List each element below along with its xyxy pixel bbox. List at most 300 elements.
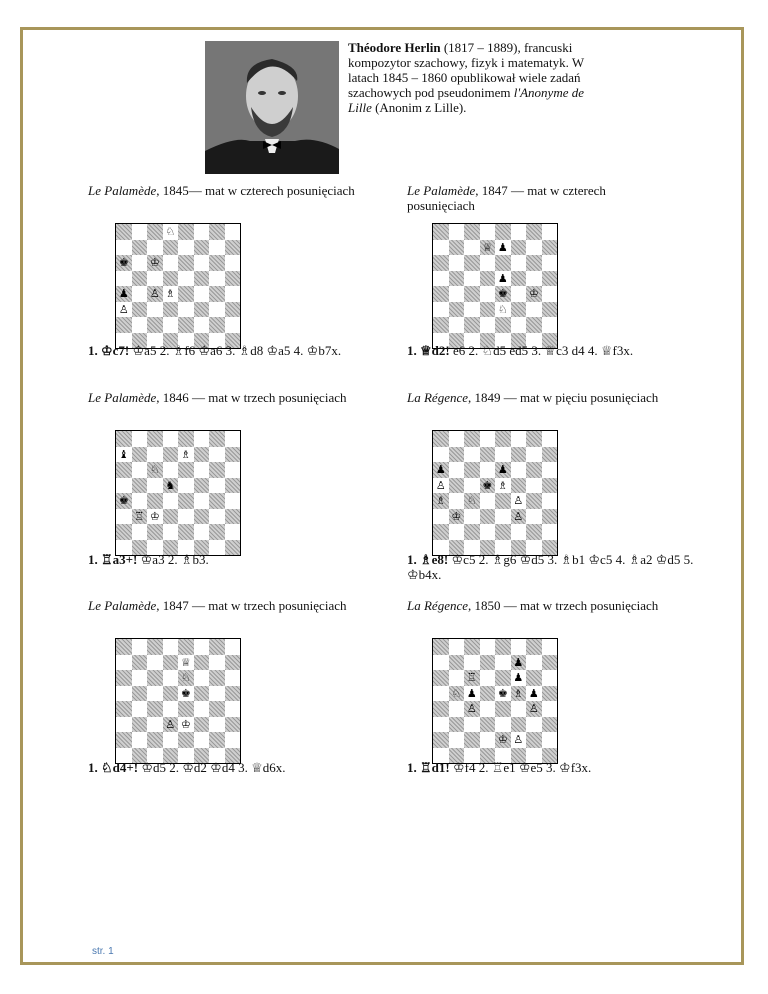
board-square-b8: [449, 639, 465, 655]
board-square-b7: [449, 240, 465, 256]
board-square-b2: [132, 732, 148, 748]
key-move: 1. ♕d2!: [407, 343, 450, 358]
chess-piece-e7: ♗: [180, 447, 191, 461]
board-square-c4: [147, 286, 163, 302]
board-square-b3: [449, 302, 465, 318]
board-square-e2: [495, 732, 511, 748]
board-square-g8: [209, 639, 225, 655]
board-square-c4: [147, 701, 163, 717]
board-square-f6: [194, 462, 210, 478]
board-square-a6: [433, 670, 449, 686]
board-square-b8: [449, 431, 465, 447]
problem-caption: [88, 598, 358, 613]
board-square-b8: [132, 224, 148, 240]
board-square-b4: [132, 493, 148, 509]
board-square-h7: [225, 655, 241, 671]
board-square-c4: [464, 286, 480, 302]
board-square-b5: [132, 271, 148, 287]
board-square-h3: [225, 302, 241, 318]
board-square-a5: [116, 271, 132, 287]
board-square-g6: [209, 462, 225, 478]
chess-piece-c3: ♔: [149, 509, 160, 523]
board-square-e5: [495, 686, 511, 702]
chess-piece-a4: ♚: [118, 494, 129, 508]
board-square-c6: [464, 462, 480, 478]
bio-text-1: (1817 – 1889), francuski kompozytor szachowy, fizyk i matematyk. W latach 1845 – 1860 opublikował wiele zadań szachowych pod pseudonimem: [348, 40, 584, 100]
problem-solution: [407, 760, 707, 775]
board-square-h6: [542, 670, 558, 686]
board-square-b8: [132, 639, 148, 655]
board-square-a2: [116, 732, 132, 748]
board-square-c3: [147, 717, 163, 733]
board-square-d2: [163, 524, 179, 540]
chess-piece-a3: ♙: [118, 302, 129, 316]
key-move: 1. ♗e8!: [407, 552, 449, 567]
board-square-e3: [178, 509, 194, 525]
chess-piece-c5: ♟: [466, 686, 477, 700]
board-square-d8: [163, 224, 179, 240]
board-square-g6: [209, 255, 225, 271]
chess-piece-f2: ♙: [513, 733, 524, 747]
chess-piece-b3: ♖: [134, 509, 145, 523]
solution-moves: ♔a5 2. ♗f6 ♔a6 3. ♗d8 ♔a5 4. ♔b7x.: [129, 343, 342, 358]
solution-moves: ♔f4 2. ♖e1 ♔e5 3. ♔f3x.: [449, 760, 592, 775]
board-square-d7: [480, 240, 496, 256]
chess-piece-c4: ♘: [466, 494, 477, 508]
board-square-f3: [194, 302, 210, 318]
board-square-g8: [526, 224, 542, 240]
board-square-a8: [433, 224, 449, 240]
board-square-b3: [449, 717, 465, 733]
board-square-d4: [480, 701, 496, 717]
board-square-h2: [542, 317, 558, 333]
problem-caption-text: , 1846 — mat w trzech posunięciach: [156, 390, 347, 405]
chess-piece-d5: ♞: [165, 478, 176, 492]
board-square-f2: [194, 317, 210, 333]
board-square-a6: [433, 255, 449, 271]
board-square-f3: [511, 302, 527, 318]
portrait-photo: [205, 41, 339, 174]
board-square-g6: [526, 255, 542, 271]
board-square-b6: [132, 255, 148, 271]
chess-board: [432, 223, 558, 349]
chess-piece-g5: ♟: [528, 686, 539, 700]
problem-caption-text: , 1850 — mat w trzech posunięciach: [468, 598, 659, 613]
board-square-f2: [511, 317, 527, 333]
board-square-e6: [495, 670, 511, 686]
board-square-h8: [542, 224, 558, 240]
board-square-g8: [209, 431, 225, 447]
chess-piece-f3: ♙: [513, 509, 524, 523]
board-square-d8: [163, 639, 179, 655]
board-square-f7: [511, 447, 527, 463]
board-square-g5: [526, 478, 542, 494]
board-square-g7: [209, 240, 225, 256]
board-square-c6: [147, 670, 163, 686]
board-square-f3: [194, 509, 210, 525]
board-square-b7: [449, 447, 465, 463]
board-square-f8: [194, 431, 210, 447]
board-square-d8: [163, 431, 179, 447]
board-square-g6: [526, 462, 542, 478]
board-square-h4: [225, 493, 241, 509]
board-square-a8: [116, 224, 132, 240]
problem-caption-text: , 1845— mat w czterech posunięciach: [156, 183, 355, 198]
board-square-a7: [116, 447, 132, 463]
board-square-a5: [433, 686, 449, 702]
chess-piece-e5: ♚: [180, 686, 191, 700]
board-square-b5: [132, 478, 148, 494]
board-square-e4: [495, 701, 511, 717]
board-square-a8: [116, 639, 132, 655]
board-square-h2: [542, 732, 558, 748]
board-square-f5: [511, 271, 527, 287]
board-square-b5: [132, 686, 148, 702]
board-square-e6: [495, 255, 511, 271]
board-square-c5: [147, 271, 163, 287]
board-square-f4: [511, 701, 527, 717]
board-square-f3: [194, 717, 210, 733]
board-square-d7: [163, 240, 179, 256]
board-square-a6: [116, 670, 132, 686]
board-square-g3: [526, 717, 542, 733]
board-square-c3: [464, 509, 480, 525]
board-square-c6: [147, 255, 163, 271]
problem-caption: [407, 183, 677, 213]
board-square-c8: [464, 224, 480, 240]
board-square-h4: [542, 701, 558, 717]
board-square-c4: [464, 493, 480, 509]
board-square-g3: [209, 302, 225, 318]
board-square-a7: [116, 240, 132, 256]
board-square-d4: [480, 493, 496, 509]
chess-board: [115, 430, 241, 556]
chess-piece-d8: ♘: [165, 225, 176, 239]
board-square-d2: [163, 317, 179, 333]
board-square-h6: [225, 462, 241, 478]
board-square-a4: [116, 701, 132, 717]
board-square-g2: [526, 732, 542, 748]
board-square-h5: [542, 686, 558, 702]
board-square-g4: [526, 701, 542, 717]
board-square-c7: [464, 655, 480, 671]
board-square-f6: [194, 255, 210, 271]
board-square-h5: [542, 478, 558, 494]
board-square-b3: [132, 509, 148, 525]
board-square-d7: [163, 447, 179, 463]
chess-piece-e3: ♘: [497, 302, 508, 316]
board-square-b4: [449, 493, 465, 509]
chess-piece-d5: ♚: [482, 478, 493, 492]
board-square-b5: [449, 686, 465, 702]
board-square-g5: [209, 271, 225, 287]
board-square-a3: [433, 302, 449, 318]
board-square-f3: [511, 717, 527, 733]
board-square-c4: [464, 701, 480, 717]
page-number: str. 1: [92, 946, 114, 957]
problem-caption: [407, 390, 677, 405]
board-square-f2: [194, 524, 210, 540]
board-square-d4: [163, 493, 179, 509]
board-square-a4: [116, 286, 132, 302]
board-square-b6: [449, 670, 465, 686]
board-square-f4: [511, 493, 527, 509]
chess-piece-d3: ♙: [165, 717, 176, 731]
board-square-f5: [511, 478, 527, 494]
board-square-f3: [511, 509, 527, 525]
board-square-c2: [147, 524, 163, 540]
problem-caption-text: , 1847 — mat w trzech posunięciach: [156, 598, 347, 613]
board-square-a5: [116, 478, 132, 494]
board-square-c2: [147, 317, 163, 333]
chess-piece-e6: ♘: [180, 671, 191, 685]
board-square-b4: [132, 701, 148, 717]
board-square-d3: [163, 509, 179, 525]
board-square-d4: [163, 701, 179, 717]
board-square-c3: [464, 717, 480, 733]
key-move: 1. ♔c7!: [88, 343, 130, 358]
board-square-h4: [225, 701, 241, 717]
board-square-a5: [433, 478, 449, 494]
board-square-d3: [480, 509, 496, 525]
board-square-a7: [116, 655, 132, 671]
board-square-d6: [480, 462, 496, 478]
chess-piece-c6: ♖: [466, 671, 477, 685]
chess-piece-e5: ♗: [497, 478, 508, 492]
board-square-f8: [511, 639, 527, 655]
problem-solution: [407, 552, 707, 582]
board-square-d4: [480, 286, 496, 302]
board-square-e8: [178, 639, 194, 655]
board-square-f7: [194, 240, 210, 256]
board-square-d3: [163, 717, 179, 733]
board-square-g6: [526, 670, 542, 686]
board-square-e5: [495, 271, 511, 287]
board-square-c5: [464, 478, 480, 494]
board-square-f2: [511, 524, 527, 540]
board-square-b5: [449, 478, 465, 494]
problem-solution: [88, 552, 388, 567]
board-square-f4: [511, 286, 527, 302]
chess-piece-b5: ♘: [451, 686, 462, 700]
chess-piece-a4: ♗: [435, 494, 446, 508]
chess-piece-b3: ♔: [451, 509, 462, 523]
board-square-c3: [464, 302, 480, 318]
board-square-g3: [209, 509, 225, 525]
board-square-c5: [464, 686, 480, 702]
board-square-g4: [526, 286, 542, 302]
board-square-h7: [225, 447, 241, 463]
board-square-h3: [225, 509, 241, 525]
key-move: 1. ♘d4+!: [88, 760, 139, 775]
bio-pseudonym: l'Anonyme de Lille: [348, 85, 584, 115]
board-square-c7: [147, 447, 163, 463]
board-square-c2: [147, 732, 163, 748]
chess-piece-e3: ♔: [180, 717, 191, 731]
chess-piece-c6: ♔: [149, 256, 160, 270]
board-square-d6: [480, 255, 496, 271]
board-square-b2: [449, 732, 465, 748]
board-square-g5: [209, 478, 225, 494]
board-square-e4: [178, 286, 194, 302]
board-square-b4: [132, 286, 148, 302]
chess-piece-e6: ♟: [497, 463, 508, 477]
board-square-h8: [225, 224, 241, 240]
board-square-f7: [194, 447, 210, 463]
board-square-c2: [464, 524, 480, 540]
key-move: 1. ♖d1!: [407, 760, 450, 775]
board-square-a7: [433, 655, 449, 671]
problem-source: La Régence: [407, 390, 469, 405]
board-square-b7: [132, 447, 148, 463]
board-square-g5: [526, 686, 542, 702]
board-square-c8: [464, 639, 480, 655]
board-square-e2: [495, 524, 511, 540]
chess-piece-e7: ♕: [180, 655, 191, 669]
chess-piece-c6: ♘: [149, 463, 160, 477]
board-square-a7: [433, 240, 449, 256]
board-square-e5: [178, 271, 194, 287]
board-square-e5: [178, 478, 194, 494]
board-square-d6: [163, 670, 179, 686]
board-square-a6: [116, 462, 132, 478]
board-square-g3: [209, 717, 225, 733]
board-square-a5: [116, 686, 132, 702]
key-move: 1. ♖a3+!: [88, 552, 138, 567]
board-square-a3: [433, 717, 449, 733]
board-square-g8: [526, 639, 542, 655]
board-square-h6: [225, 255, 241, 271]
board-square-a6: [116, 255, 132, 271]
board-square-e2: [178, 524, 194, 540]
board-square-h3: [542, 509, 558, 525]
board-square-a4: [433, 493, 449, 509]
board-square-d3: [480, 717, 496, 733]
problem-solution: [88, 343, 388, 358]
board-square-c8: [147, 431, 163, 447]
board-square-a7: [433, 447, 449, 463]
board-square-b4: [449, 701, 465, 717]
board-square-g4: [209, 701, 225, 717]
problem-caption-text: , 1847 — mat w czterech posunięciach: [407, 183, 606, 213]
problem-caption: [88, 183, 358, 198]
board-square-h6: [225, 670, 241, 686]
board-square-g2: [209, 732, 225, 748]
board-square-b3: [449, 509, 465, 525]
board-square-c3: [147, 509, 163, 525]
board-square-f8: [194, 224, 210, 240]
board-square-f4: [194, 701, 210, 717]
board-square-a2: [116, 524, 132, 540]
chess-piece-e4: ♚: [497, 287, 508, 301]
chess-piece-a7: ♝: [118, 447, 129, 461]
board-square-a8: [433, 431, 449, 447]
board-square-d2: [480, 732, 496, 748]
board-square-b7: [132, 655, 148, 671]
board-square-b4: [449, 286, 465, 302]
board-square-a2: [433, 732, 449, 748]
board-square-e7: [178, 240, 194, 256]
chess-piece-d4: ♗: [165, 287, 176, 301]
board-square-b3: [132, 302, 148, 318]
board-square-f7: [511, 240, 527, 256]
board-square-b6: [132, 670, 148, 686]
board-square-d8: [480, 639, 496, 655]
board-square-f8: [511, 224, 527, 240]
board-square-d2: [480, 317, 496, 333]
board-square-b6: [449, 255, 465, 271]
board-square-d7: [480, 447, 496, 463]
board-square-e2: [495, 317, 511, 333]
board-square-g8: [209, 224, 225, 240]
board-square-a2: [433, 524, 449, 540]
board-square-g6: [209, 670, 225, 686]
board-square-a3: [433, 509, 449, 525]
board-square-h3: [225, 717, 241, 733]
biography-text: [348, 40, 588, 115]
board-square-d5: [163, 271, 179, 287]
board-square-b2: [132, 317, 148, 333]
board-square-h7: [542, 240, 558, 256]
board-square-e4: [495, 286, 511, 302]
board-square-c8: [147, 224, 163, 240]
problem-caption: [407, 598, 677, 613]
board-square-h8: [542, 431, 558, 447]
board-square-e6: [495, 462, 511, 478]
board-square-f6: [511, 255, 527, 271]
board-square-e3: [178, 302, 194, 318]
board-square-h2: [225, 317, 241, 333]
board-square-h3: [542, 717, 558, 733]
board-square-g4: [209, 286, 225, 302]
board-square-f5: [511, 686, 527, 702]
chess-piece-g4: ♔: [528, 287, 539, 301]
board-square-e7: [178, 655, 194, 671]
problem-source: Le Palamède: [407, 183, 476, 198]
board-square-f8: [194, 639, 210, 655]
board-square-h4: [225, 286, 241, 302]
board-square-d8: [480, 431, 496, 447]
board-square-e3: [495, 302, 511, 318]
board-square-d5: [480, 271, 496, 287]
chess-board: [432, 430, 558, 556]
board-square-g2: [526, 524, 542, 540]
solution-moves: e6 2. ♘d5 ed5 3. ♕c3 d4 4. ♕f3x.: [449, 343, 634, 358]
board-square-c5: [147, 686, 163, 702]
board-square-d2: [480, 524, 496, 540]
board-square-f6: [194, 670, 210, 686]
board-square-a3: [116, 302, 132, 318]
board-square-c8: [464, 431, 480, 447]
board-square-e6: [178, 255, 194, 271]
board-square-c7: [147, 655, 163, 671]
board-square-g8: [526, 431, 542, 447]
board-square-b8: [132, 431, 148, 447]
board-square-h4: [542, 493, 558, 509]
board-square-e2: [178, 317, 194, 333]
board-square-e4: [178, 493, 194, 509]
board-square-e4: [178, 701, 194, 717]
board-square-f6: [511, 670, 527, 686]
board-square-d5: [163, 478, 179, 494]
solution-moves: ♔c5 2. ♗g6 ♔d5 3. ♗b1 ♔c5 4. ♗a2 ♔d5 5. ♔b4x.: [407, 552, 694, 582]
chess-piece-f4: ♙: [513, 494, 524, 508]
board-square-d6: [480, 670, 496, 686]
board-square-d8: [480, 224, 496, 240]
problem-source: Le Palamède: [88, 183, 157, 198]
board-square-a8: [116, 431, 132, 447]
board-square-h5: [225, 478, 241, 494]
